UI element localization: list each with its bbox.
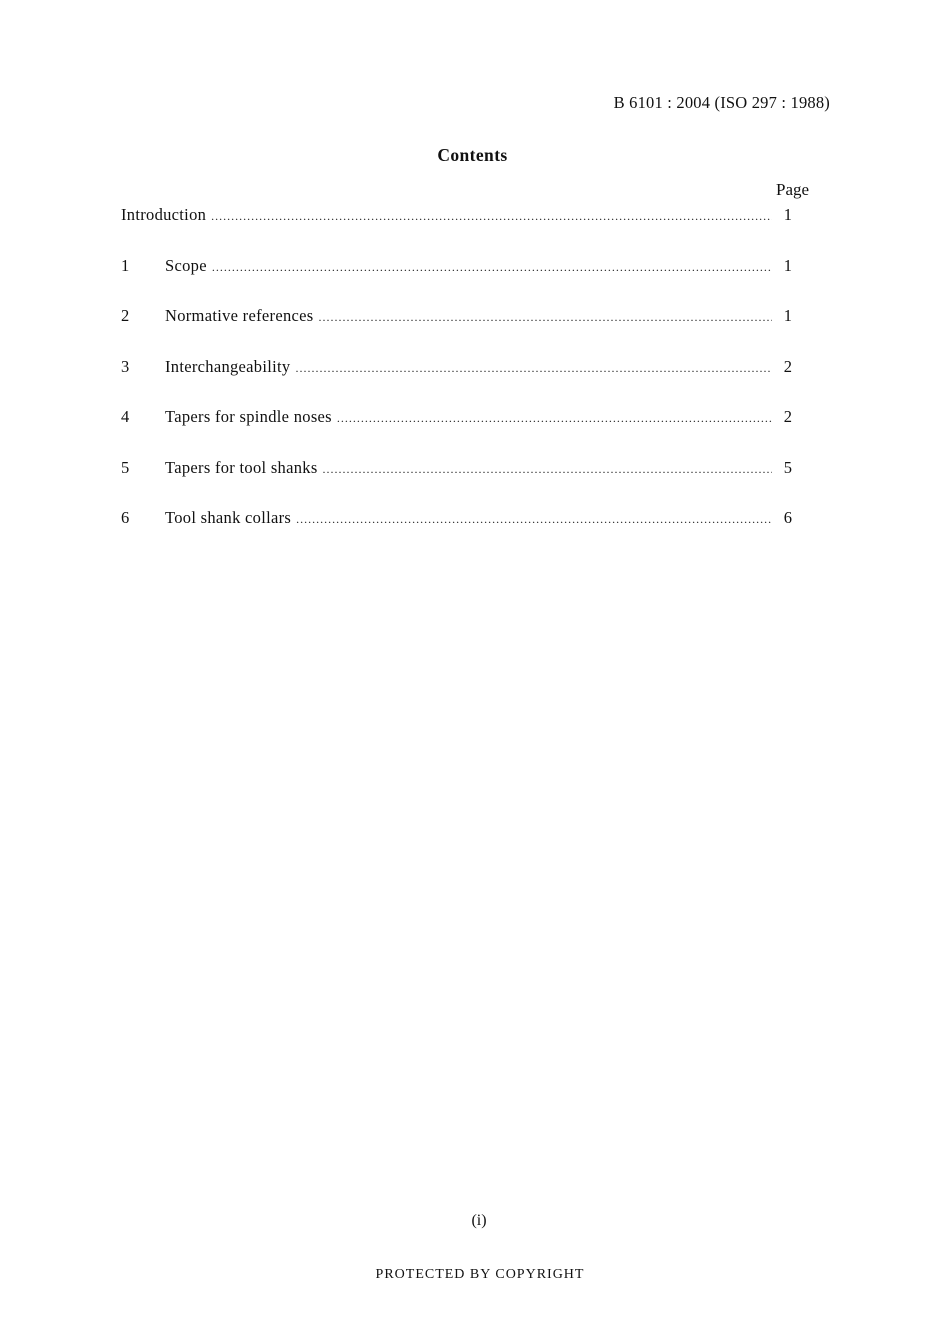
dot-leader <box>212 260 772 275</box>
toc-entry-number: 1 <box>121 255 130 275</box>
contents-title: Contents <box>437 145 508 165</box>
dot-leader <box>211 209 772 224</box>
toc-entry-title: Tool shank collars <box>165 508 292 527</box>
toc-entry-page: 6 <box>783 508 793 527</box>
toc-entry-number: 6 <box>121 508 130 527</box>
toc-entry-number: 4 <box>121 407 130 426</box>
toc-entry-page: 1 <box>783 255 793 275</box>
toc-entry-scope[interactable] <box>121 256 821 307</box>
table-of-contents <box>121 205 821 559</box>
document-id: B 6101 : 2004 (ISO 297 : 1988) <box>613 93 830 112</box>
copyright-notice: PROTECTED BY COPYRIGHT <box>375 1267 585 1282</box>
toc-entry-tapers-spindle-noses[interactable] <box>121 407 821 458</box>
toc-entry-tool-shank-collars[interactable] <box>121 508 821 559</box>
toc-entry-interchangeability[interactable] <box>121 357 821 408</box>
toc-entry-normative-references[interactable] <box>121 306 821 357</box>
toc-entry-page: 2 <box>783 356 793 376</box>
toc-entry-title: Introduction <box>121 205 207 224</box>
toc-entry-title: Tapers for spindle noses <box>165 407 332 426</box>
page-column-label: Page <box>776 180 810 199</box>
toc-entry-title: Tapers for tool shanks <box>165 457 318 477</box>
toc-entry-number: 5 <box>121 457 130 477</box>
toc-entry-title: Scope <box>165 255 207 275</box>
toc-entry-page: 2 <box>783 407 793 426</box>
page-folio: (i) <box>471 1212 487 1229</box>
toc-entry-page: 1 <box>783 205 793 224</box>
dot-leader <box>296 512 772 527</box>
dot-leader <box>323 462 772 477</box>
toc-entry-tapers-tool-shanks[interactable] <box>121 458 821 509</box>
toc-entry-title: Normative references <box>165 306 314 325</box>
toc-entry-number: 2 <box>121 306 130 325</box>
dot-leader <box>318 310 772 325</box>
dot-leader <box>337 411 772 426</box>
toc-entry-introduction[interactable] <box>121 205 821 256</box>
dot-leader <box>295 361 772 376</box>
toc-entry-page: 5 <box>783 457 793 477</box>
toc-entry-page: 1 <box>783 306 793 325</box>
toc-entry-number: 3 <box>121 356 130 376</box>
toc-entry-title: Interchangeability <box>165 356 291 376</box>
